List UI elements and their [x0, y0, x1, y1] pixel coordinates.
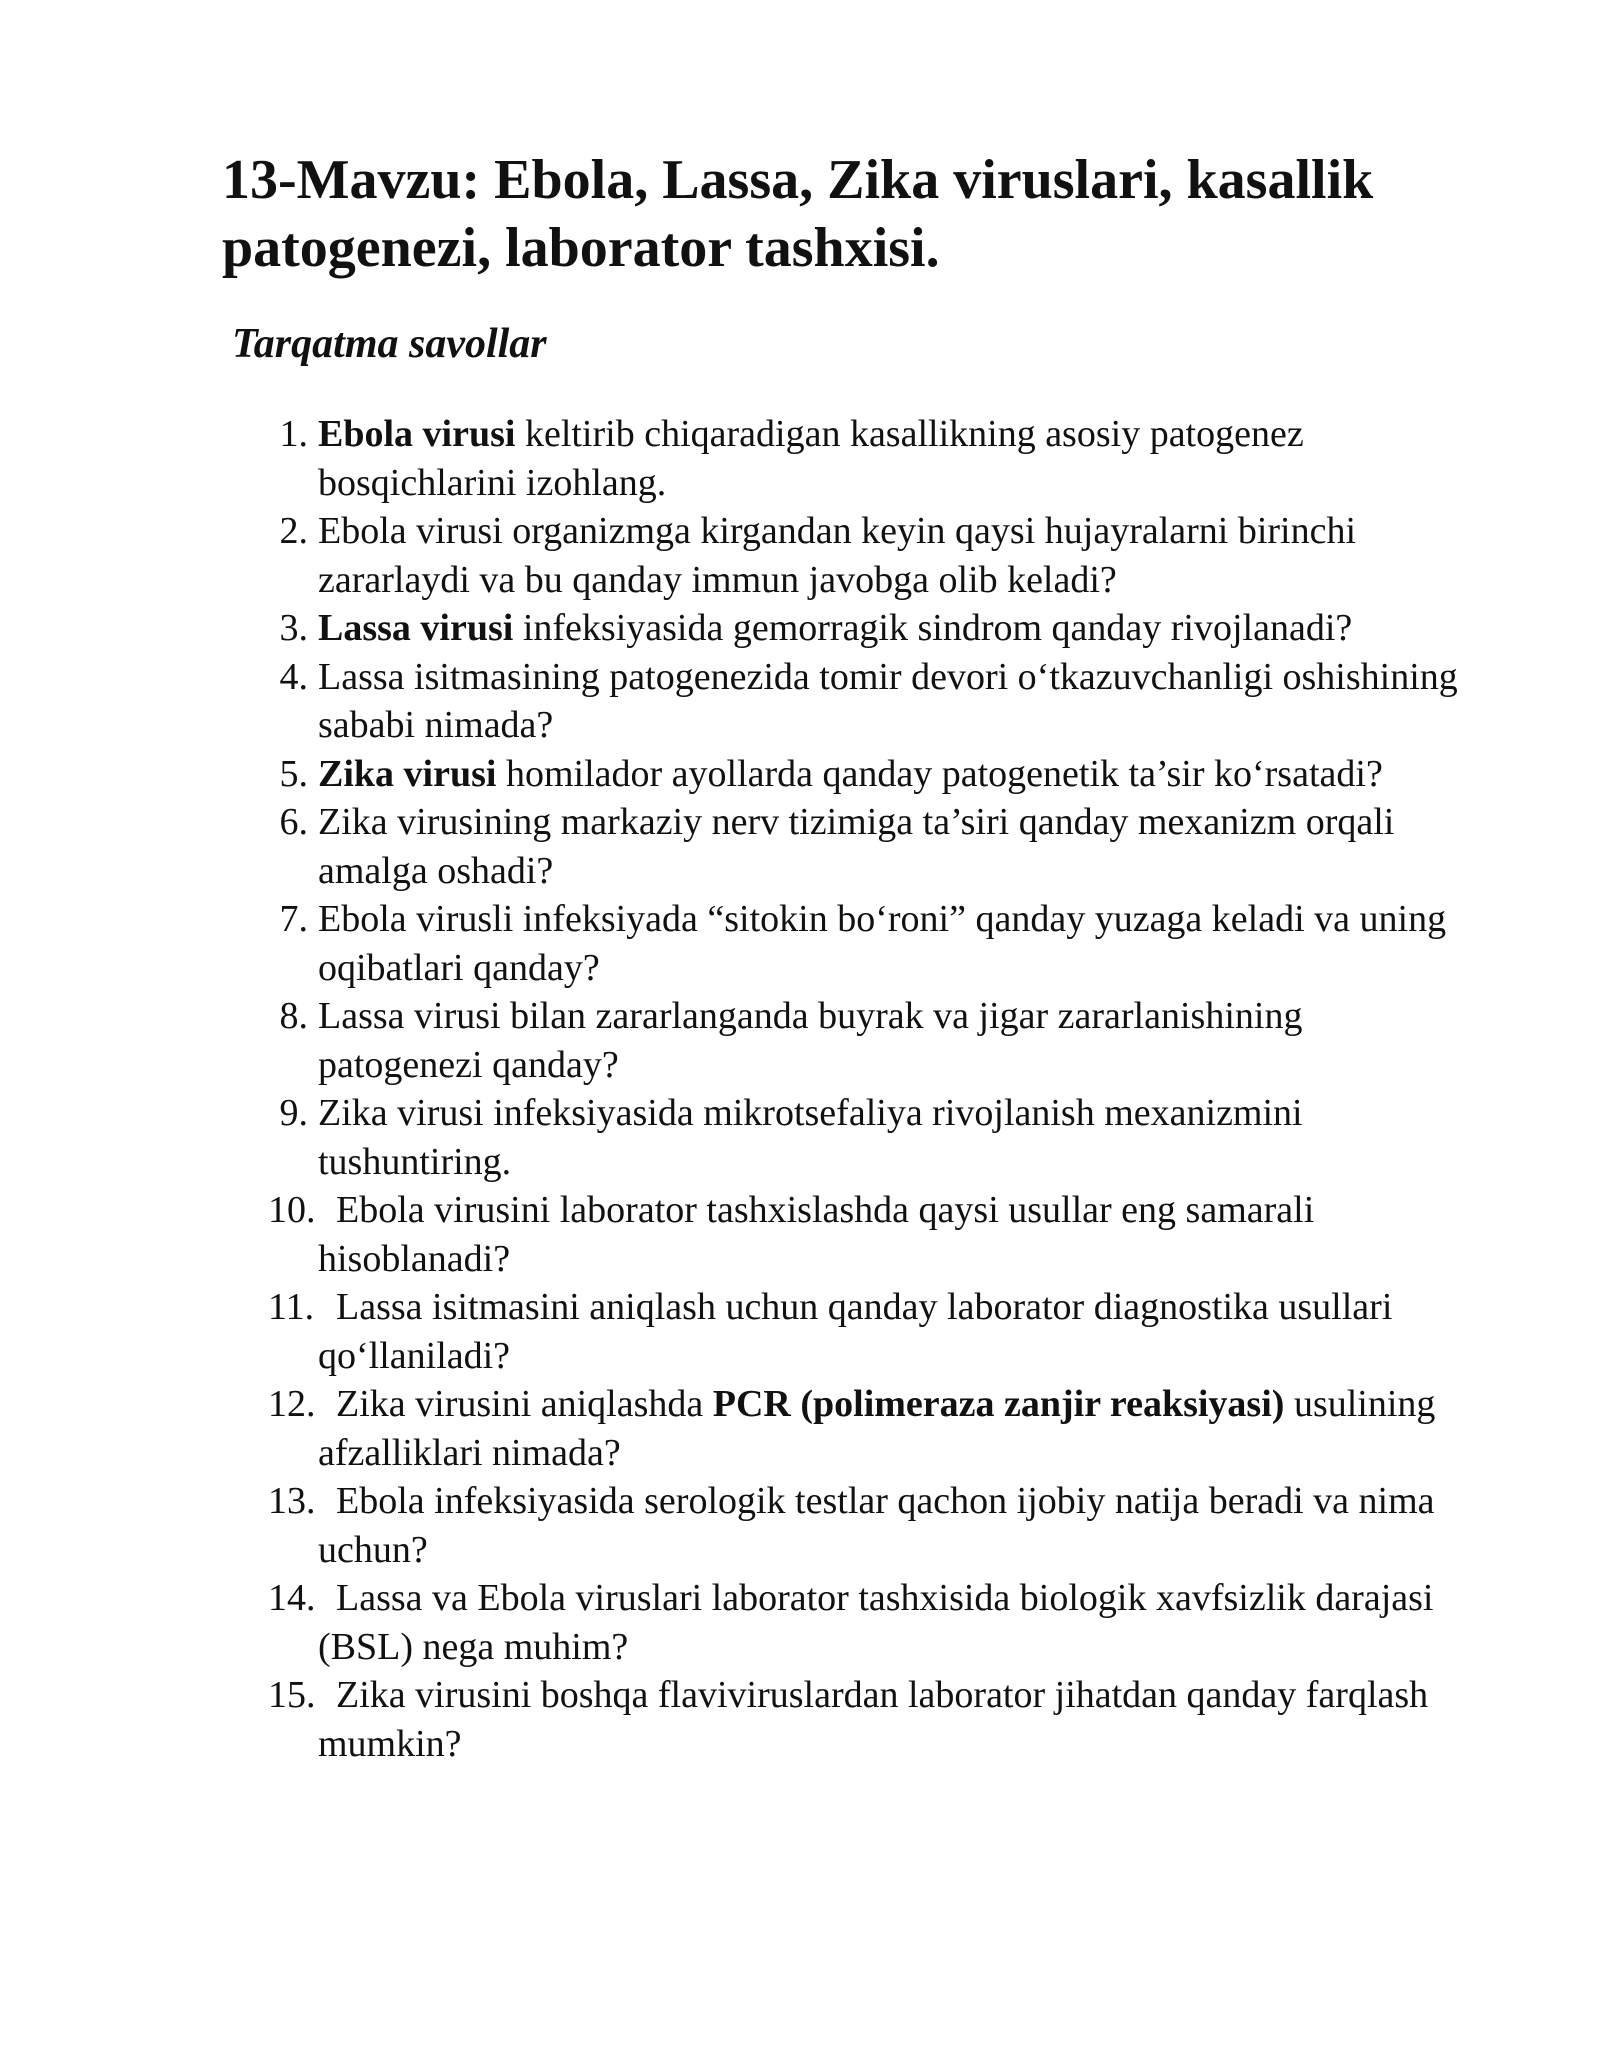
question-text: usulining afzalliklari nimada? — [318, 1383, 1436, 1474]
question-text: homilador ayollarda qanday patogenetik ta’sir ko‘rsatadi? — [496, 752, 1383, 795]
question-number: 10. — [268, 1189, 316, 1231]
question-text: Lassa isitmasini aniqlash uchun qanday laborator diagnostika usullari qo‘llaniladi? — [318, 1286, 1393, 1377]
question-number: 2. — [279, 510, 308, 552]
question-number: 3. — [279, 607, 308, 649]
question-number: 15. — [268, 1674, 316, 1716]
question-text: infeksiyasida gemorragik sindrom qanday rivojlanadi? — [513, 607, 1353, 649]
question-item-6 — [0, 798, 1468, 895]
question-bold-term: PCR (polimeraza zanjir reaksiyasi) — [712, 1383, 1285, 1425]
question-number: 7. — [279, 898, 308, 940]
question-list — [0, 410, 1600, 1768]
question-item-8 — [0, 992, 1468, 1089]
question-number: 9. — [279, 1092, 308, 1134]
question-item-14 — [0, 1574, 1468, 1671]
question-item-10 — [0, 1186, 1468, 1283]
question-bold-term: Ebola virusi — [318, 413, 516, 455]
question-text: Zika virusi infeksiyasida mikrotsefaliya rivojlanish mexanizmini tushuntiring. — [318, 1092, 1303, 1183]
question-number: 8. — [279, 995, 308, 1037]
question-text: Lassa virusi bilan zararlanganda buyrak va jigar zararlanishining patogenezi qanday? — [318, 995, 1303, 1086]
question-text: Lassa va Ebola viruslari laborator tashxisida biologik xavfsizlik darajasi (BSL) nega muhim? — [318, 1577, 1434, 1668]
question-item-3 — [0, 604, 1468, 653]
question-text: Zika virusini boshqa flaviviruslardan laborator jihatdan qanday farqlash mumkin? — [318, 1674, 1429, 1765]
question-item-4 — [0, 653, 1468, 750]
question-item-13 — [0, 1477, 1468, 1574]
question-item-15 — [0, 1671, 1468, 1768]
question-text: keltirib chiqaradigan kasallikning asosiy patogenez bosqichlarini izohlang. — [318, 413, 1304, 504]
question-text: Ebola virusli infeksiyada “sitokin bo‘roni” qanday yuzaga keladi va uning oqibatlari qanday? — [318, 898, 1447, 989]
page-title: 13-Mavzu: Ebola, Lassa, Zika viruslari, kasallik patogenezi, laborator tashxisi. — [222, 149, 1374, 279]
question-text: Ebola virusini laborator tashxislashda qaysi usullar eng samarali hisoblanadi? — [318, 1189, 1315, 1280]
question-text: Ebola infeksiyasida serologik testlar qachon ijobiy natija beradi va nima uchun? — [318, 1480, 1435, 1571]
question-text-prefix: Zika virusini aniqlashda — [336, 1383, 713, 1425]
question-number: 14. — [268, 1577, 316, 1619]
question-item-7 — [0, 895, 1468, 992]
question-number: 13. — [268, 1480, 316, 1522]
question-number: 5. — [279, 752, 308, 795]
question-number: 12. — [268, 1383, 316, 1425]
question-item-1 — [0, 410, 1468, 507]
question-number: 11. — [268, 1286, 315, 1328]
page-subtitle: Tarqatma savollar — [232, 321, 547, 367]
question-bold-term: Lassa virusi — [318, 607, 514, 649]
question-number: 6. — [279, 801, 308, 843]
question-item-2 — [0, 507, 1468, 604]
question-bold-term: Zika virusi — [318, 752, 497, 795]
question-item-12 — [0, 1380, 1468, 1477]
question-text: Zika virusining markaziy nerv tizimiga ta’siri qanday mexanizm orqali amalga oshadi? — [318, 801, 1395, 892]
question-number: 1. — [279, 413, 308, 455]
question-item-9 — [0, 1089, 1468, 1186]
question-item-11 — [0, 1283, 1468, 1380]
question-item-5 — [0, 750, 1468, 799]
question-number: 4. — [279, 655, 308, 698]
question-text: Lassa isitmasining patogenezida tomir devori o‘tkazuvchanligi oshishining sababi nimada? — [318, 655, 1458, 746]
question-text: Ebola virusi organizmga kirgandan keyin qaysi hujayralarni birinchi zararlaydi va bu qanday immun javobga olib keladi? — [318, 510, 1357, 601]
